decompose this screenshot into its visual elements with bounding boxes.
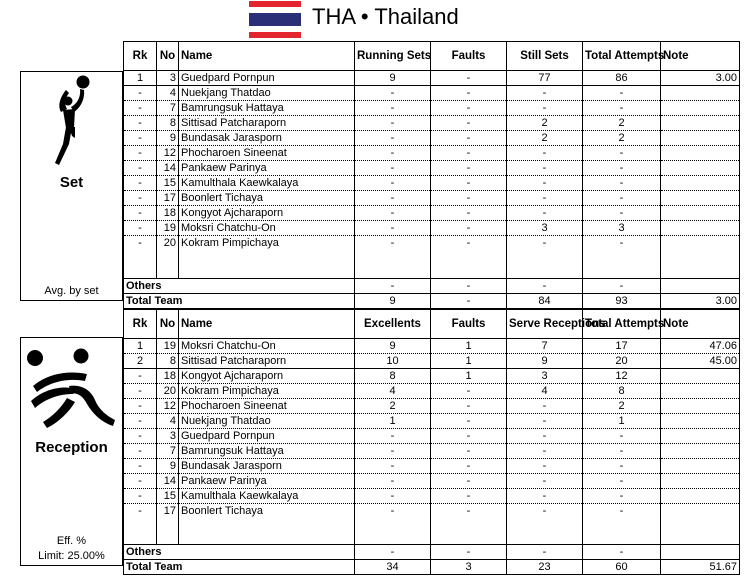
table-row: [124, 429, 740, 444]
total-note: 51.67: [661, 560, 740, 575]
others-row: [124, 279, 740, 294]
player-name-cell: Kokram Pimpichaya: [179, 236, 355, 251]
stat-cell: 86: [583, 71, 661, 86]
rank-cell: -: [124, 191, 157, 206]
stat-cell: -: [431, 399, 507, 414]
player-name-cell: Boonlert Tichaya: [179, 191, 355, 206]
number-cell: 3: [157, 71, 179, 86]
number-cell: 17: [157, 504, 179, 519]
stat-cell: 4: [355, 384, 431, 399]
reception-footer-label-1: Eff. %: [56, 535, 87, 547]
number-cell: 8: [157, 116, 179, 131]
stat-cell: -: [507, 86, 583, 101]
stat-cell: 9: [355, 71, 431, 86]
number-cell: 12: [157, 146, 179, 161]
rank-cell: 1: [124, 71, 157, 86]
player-name-cell: Bundasak Jarasporn: [179, 131, 355, 146]
rank-cell: -: [124, 474, 157, 489]
reception-table-header: [124, 310, 740, 339]
stat-cell: 17: [583, 339, 661, 354]
others-c3: -: [507, 279, 583, 294]
number-cell: 18: [157, 369, 179, 384]
table-row: [124, 176, 740, 191]
table-row: [124, 191, 740, 206]
col-faults: Faults: [431, 42, 507, 71]
stat-cell: -: [355, 146, 431, 161]
stat-cell: 1: [355, 414, 431, 429]
number-cell: 4: [157, 414, 179, 429]
rank-cell: 1: [124, 339, 157, 354]
note-cell: [661, 221, 740, 236]
col-serve-receptions: Serve Receptions: [507, 310, 583, 339]
stat-cell: -: [583, 191, 661, 206]
total-c4: 93: [583, 294, 661, 309]
rank-cell: -: [124, 206, 157, 221]
stat-cell: -: [507, 414, 583, 429]
others-row: [124, 545, 740, 560]
title-separator: •: [360, 4, 369, 29]
number-cell: 7: [157, 101, 179, 116]
table-row: [124, 459, 740, 474]
note-cell: [661, 489, 740, 504]
player-name-cell: Moksri Chatchu-On: [179, 339, 355, 354]
table-row: [124, 131, 740, 146]
empty-row: [124, 518, 740, 545]
stat-cell: 20: [583, 354, 661, 369]
set-skill-label: Set: [59, 174, 84, 191]
stat-cell: -: [583, 236, 661, 251]
stat-cell: 9: [507, 354, 583, 369]
number-cell: 20: [157, 384, 179, 399]
stat-cell: -: [583, 429, 661, 444]
note-cell: [661, 116, 740, 131]
note-cell: [661, 101, 740, 116]
player-name-cell: Pankaew Parinya: [179, 474, 355, 489]
stat-cell: -: [431, 116, 507, 131]
set-table-header: [124, 42, 740, 71]
stat-cell: -: [355, 459, 431, 474]
player-name-cell: Sittisad Patcharaporn: [179, 116, 355, 131]
rank-cell: -: [124, 86, 157, 101]
stat-cell: 1: [431, 354, 507, 369]
stat-cell: -: [431, 236, 507, 251]
stat-cell: -: [431, 146, 507, 161]
note-cell: [661, 474, 740, 489]
note-cell: [661, 414, 740, 429]
stat-cell: -: [583, 146, 661, 161]
rank-cell: -: [124, 236, 157, 251]
col-excellents: Excellents: [355, 310, 431, 339]
note-cell: [661, 384, 740, 399]
table-row: [124, 236, 740, 251]
number-cell: 15: [157, 489, 179, 504]
page-title: [312, 4, 459, 30]
col-faults: Faults: [431, 310, 507, 339]
stat-cell: -: [355, 474, 431, 489]
note-cell: [661, 444, 740, 459]
stat-cell: 2: [507, 116, 583, 131]
col-no: No: [157, 310, 179, 339]
note-cell: [661, 86, 740, 101]
number-cell: 14: [157, 161, 179, 176]
total-c1: 34: [355, 560, 431, 575]
stat-cell: -: [583, 489, 661, 504]
note-cell: [661, 206, 740, 221]
others-note: [661, 545, 740, 560]
player-name-cell: Kongyot Ajcharaporn: [179, 369, 355, 384]
stat-cell: -: [507, 474, 583, 489]
rank-cell: -: [124, 146, 157, 161]
stat-cell: -: [431, 71, 507, 86]
col-total-attempts: Total Attempts: [583, 42, 661, 71]
col-running-sets: Running Sets: [355, 42, 431, 71]
stat-cell: -: [583, 176, 661, 191]
stat-cell: -: [355, 161, 431, 176]
number-cell: 9: [157, 131, 179, 146]
stat-cell: -: [431, 489, 507, 504]
note-cell: [661, 369, 740, 384]
total-c1: 9: [355, 294, 431, 309]
stat-cell: 3: [507, 369, 583, 384]
stat-cell: 10: [355, 354, 431, 369]
number-cell: 17: [157, 191, 179, 206]
stat-cell: -: [355, 429, 431, 444]
stat-cell: -: [583, 444, 661, 459]
stat-cell: -: [431, 131, 507, 146]
player-name-cell: Boonlert Tichaya: [179, 504, 355, 519]
table-row: [124, 354, 740, 369]
note-cell: [661, 161, 740, 176]
col-total-attempts: Total Attempts: [583, 310, 661, 339]
set-stats-table: [123, 41, 740, 309]
stat-cell: -: [431, 221, 507, 236]
stat-cell: -: [355, 206, 431, 221]
stat-cell: -: [507, 161, 583, 176]
stat-cell: 2: [507, 131, 583, 146]
stat-cell: -: [507, 101, 583, 116]
stat-cell: -: [355, 131, 431, 146]
stat-cell: -: [431, 444, 507, 459]
table-row: [124, 86, 740, 101]
stat-cell: -: [431, 86, 507, 101]
table-row: [124, 369, 740, 384]
others-c3: -: [507, 545, 583, 560]
col-note: Note: [661, 42, 740, 71]
number-cell: 19: [157, 221, 179, 236]
number-cell: 18: [157, 206, 179, 221]
thailand-flag-icon: [249, 1, 301, 38]
stat-cell: -: [507, 504, 583, 519]
table-row: [124, 414, 740, 429]
number-cell: 20: [157, 236, 179, 251]
player-name-cell: Pankaew Parinya: [179, 161, 355, 176]
note-cell: [661, 399, 740, 414]
player-name-cell: Bamrungsuk Hattaya: [179, 444, 355, 459]
stat-cell: -: [507, 236, 583, 251]
stat-cell: 12: [583, 369, 661, 384]
note-cell: [661, 429, 740, 444]
player-name-cell: Kongyot Ajcharaporn: [179, 206, 355, 221]
total-c4: 60: [583, 560, 661, 575]
number-cell: 15: [157, 176, 179, 191]
stat-cell: -: [431, 206, 507, 221]
table-row: [124, 444, 740, 459]
total-c2: 3: [431, 560, 507, 575]
rank-cell: -: [124, 489, 157, 504]
stat-cell: -: [507, 191, 583, 206]
rank-cell: -: [124, 176, 157, 191]
col-no: No: [157, 42, 179, 71]
player-name-cell: Nuekjang Thatdao: [179, 86, 355, 101]
stat-cell: -: [431, 384, 507, 399]
stat-cell: -: [507, 489, 583, 504]
table-row: [124, 116, 740, 131]
number-cell: 8: [157, 354, 179, 369]
team-code: THA: [312, 4, 355, 29]
stat-cell: -: [355, 191, 431, 206]
stat-cell: 2: [583, 131, 661, 146]
team-name: Thailand: [374, 4, 459, 29]
col-name: Name: [179, 310, 355, 339]
player-name-cell: Phocharoen Sineenat: [179, 146, 355, 161]
stat-cell: -: [431, 474, 507, 489]
rank-cell: -: [124, 459, 157, 474]
number-cell: 4: [157, 86, 179, 101]
player-name-cell: Bundasak Jarasporn: [179, 459, 355, 474]
stat-cell: -: [431, 459, 507, 474]
others-label: Others: [124, 545, 355, 560]
others-c1: -: [355, 545, 431, 560]
stat-cell: -: [355, 236, 431, 251]
stat-cell: 9: [355, 339, 431, 354]
rank-cell: -: [124, 414, 157, 429]
stat-cell: -: [355, 116, 431, 131]
number-cell: 14: [157, 474, 179, 489]
others-c4: -: [583, 545, 661, 560]
player-name-cell: Nuekjang Thatdao: [179, 414, 355, 429]
reception-skill-panel: [20, 337, 123, 566]
reception-footer-label-2: Limit: 25.00%: [38, 550, 105, 562]
stat-cell: 7: [507, 339, 583, 354]
stat-cell: -: [507, 444, 583, 459]
stat-cell: 3: [507, 221, 583, 236]
number-cell: 7: [157, 444, 179, 459]
total-team-row: [124, 560, 740, 575]
total-team-label: Total Team: [124, 294, 355, 309]
note-cell: [661, 459, 740, 474]
stat-cell: -: [355, 504, 431, 519]
rank-cell: -: [124, 116, 157, 131]
stat-cell: -: [431, 429, 507, 444]
table-row: [124, 221, 740, 236]
rank-cell: -: [124, 399, 157, 414]
rank-cell: 2: [124, 354, 157, 369]
total-c3: 84: [507, 294, 583, 309]
stat-cell: -: [507, 176, 583, 191]
player-name-cell: Kamulthala Kaewkalaya: [179, 176, 355, 191]
stat-cell: 2: [583, 399, 661, 414]
stat-cell: 2: [355, 399, 431, 414]
col-rk: Rk: [124, 42, 157, 71]
stat-cell: -: [431, 191, 507, 206]
number-cell: 9: [157, 459, 179, 474]
rank-cell: -: [124, 101, 157, 116]
empty-row: [124, 250, 740, 279]
stat-cell: -: [583, 206, 661, 221]
stat-cell: -: [355, 489, 431, 504]
table-row: [124, 504, 740, 519]
stat-cell: -: [431, 504, 507, 519]
others-c1: -: [355, 279, 431, 294]
stat-cell: -: [431, 161, 507, 176]
player-name-cell: Guedpard Pornpun: [179, 429, 355, 444]
page-header: [0, 0, 752, 40]
total-c2: -: [431, 294, 507, 309]
stat-cell: -: [507, 146, 583, 161]
player-name-cell: Moksri Chatchu-On: [179, 221, 355, 236]
table-row: [124, 489, 740, 504]
reception-stats-table: [123, 309, 740, 575]
number-cell: 19: [157, 339, 179, 354]
player-name-cell: Bamrungsuk Hattaya: [179, 101, 355, 116]
stat-cell: -: [583, 161, 661, 176]
rank-cell: -: [124, 221, 157, 236]
player-name-cell: Sittisad Patcharaporn: [179, 354, 355, 369]
total-team-label: Total Team: [124, 560, 355, 575]
stat-cell: -: [355, 444, 431, 459]
stat-cell: -: [583, 474, 661, 489]
stat-cell: -: [507, 399, 583, 414]
stat-cell: 3: [583, 221, 661, 236]
table-row: [124, 206, 740, 221]
stat-cell: 8: [583, 384, 661, 399]
total-note: 3.00: [661, 294, 740, 309]
col-note: Note: [661, 310, 740, 339]
rank-cell: -: [124, 384, 157, 399]
number-cell: 3: [157, 429, 179, 444]
stat-cell: -: [507, 459, 583, 474]
stat-cell: -: [583, 101, 661, 116]
table-row: [124, 384, 740, 399]
stat-cell: -: [355, 101, 431, 116]
note-cell: [661, 236, 740, 251]
stat-cell: -: [583, 504, 661, 519]
set-footer-label: Avg. by set: [44, 285, 99, 297]
others-c4: -: [583, 279, 661, 294]
stat-cell: -: [431, 176, 507, 191]
note-cell: [661, 504, 740, 519]
receiver-pictogram-icon: [25, 346, 117, 436]
note-cell: [661, 176, 740, 191]
total-c3: 23: [507, 560, 583, 575]
table-row: [124, 399, 740, 414]
rank-cell: -: [124, 429, 157, 444]
stat-cell: 4: [507, 384, 583, 399]
rank-cell: -: [124, 131, 157, 146]
setter-pictogram-icon: [47, 74, 97, 170]
stat-cell: -: [355, 176, 431, 191]
col-still-sets: Still Sets: [507, 42, 583, 71]
table-row: [124, 161, 740, 176]
others-label: Others: [124, 279, 355, 294]
note-cell: [661, 131, 740, 146]
total-team-row: [124, 294, 740, 309]
stat-cell: -: [507, 429, 583, 444]
player-name-cell: Kokram Pimpichaya: [179, 384, 355, 399]
stat-cell: 8: [355, 369, 431, 384]
rank-cell: -: [124, 444, 157, 459]
set-skill-panel: [20, 71, 123, 301]
number-cell: 12: [157, 399, 179, 414]
stat-cell: -: [355, 86, 431, 101]
stat-cell: -: [355, 221, 431, 236]
table-row: [124, 71, 740, 86]
player-name-cell: Guedpard Pornpun: [179, 71, 355, 86]
table-row: [124, 101, 740, 116]
stat-cell: -: [583, 86, 661, 101]
note-cell: 47.06: [661, 339, 740, 354]
note-cell: [661, 191, 740, 206]
rank-cell: -: [124, 504, 157, 519]
col-rk: Rk: [124, 310, 157, 339]
note-cell: [661, 146, 740, 161]
stat-cell: -: [583, 459, 661, 474]
stat-cell: -: [507, 206, 583, 221]
player-name-cell: Phocharoen Sineenat: [179, 399, 355, 414]
stat-cell: 2: [583, 116, 661, 131]
player-name-cell: Kamulthala Kaewkalaya: [179, 489, 355, 504]
stat-cell: 1: [583, 414, 661, 429]
rank-cell: -: [124, 161, 157, 176]
table-row: [124, 339, 740, 354]
stat-cell: -: [431, 414, 507, 429]
note-cell: 3.00: [661, 71, 740, 86]
table-row: [124, 146, 740, 161]
others-c2: -: [431, 545, 507, 560]
others-note: [661, 279, 740, 294]
reception-skill-label: Reception: [35, 439, 108, 456]
col-name: Name: [179, 42, 355, 71]
stat-cell: 1: [431, 369, 507, 384]
note-cell: 45.00: [661, 354, 740, 369]
rank-cell: -: [124, 369, 157, 384]
stat-cell: 77: [507, 71, 583, 86]
stat-cell: -: [431, 101, 507, 116]
others-c2: -: [431, 279, 507, 294]
stat-cell: 1: [431, 339, 507, 354]
table-row: [124, 474, 740, 489]
